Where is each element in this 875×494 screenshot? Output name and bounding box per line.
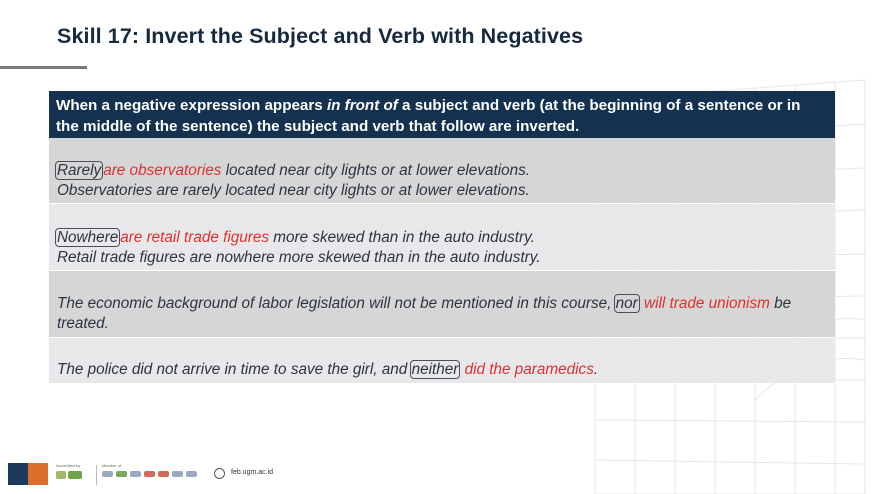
sentence-before: The police did not arrive in time to save the girl, and <box>57 361 412 378</box>
examples-table <box>49 91 835 383</box>
inverted-verb-subject: are observatories <box>103 162 222 179</box>
sentence-before: The economic background of labor legislation will not be mentioned in this course, <box>57 295 612 312</box>
rule-text-emphasis: in front of <box>326 97 398 114</box>
rule-header <box>49 91 835 138</box>
inverted-verb-subject: did the paramedics <box>464 361 594 378</box>
globe-icon <box>214 468 225 479</box>
negative-word-box: neither <box>411 361 459 378</box>
sentence-rest: more skewed than in the auto industry. <box>269 229 535 246</box>
example-row-3 <box>49 271 835 337</box>
membership-logos <box>102 471 197 477</box>
example-2-normal: Retail trade figures are nowhere more skewed than in the auto industry. <box>57 249 541 266</box>
example-row-4 <box>49 338 835 383</box>
example-1-inverted <box>57 161 827 181</box>
negative-word-box: nor <box>615 295 638 312</box>
example-1-normal: Observatories are rarely located near city lights or at lower elevations. <box>57 182 530 199</box>
rule-text-part2: a subject and verb (at the beginning of a sentence or in the middle of the sentence) the subject and verb that follow are inverted. <box>56 97 801 135</box>
inverted-verb-subject: will trade unionism <box>644 295 770 312</box>
member-label: Member of <box>102 463 122 468</box>
inverted-verb-subject: are retail trade figures <box>120 229 270 246</box>
example-row-1 <box>49 138 835 203</box>
title-underline <box>0 66 87 69</box>
website-url[interactable]: feb.ugm.ac.id <box>231 469 274 476</box>
sentence-after: be treated. <box>57 295 792 332</box>
negative-word-box: Rarely <box>57 162 102 179</box>
university-logo <box>8 463 48 485</box>
accredited-label: Accredited by <box>56 463 81 468</box>
footer-bar <box>8 463 308 489</box>
negative-word-box: Nowhere <box>57 229 119 246</box>
accreditation-logos <box>56 471 82 479</box>
page-title: Skill 17: Invert the Subject and Verb with Negatives <box>57 24 584 48</box>
sentence-rest: located near city lights or at lower elevations. <box>221 162 531 179</box>
rule-text-part1: When a negative expression appears <box>56 97 327 114</box>
footer-divider <box>96 465 97 485</box>
example-2-inverted <box>57 228 827 248</box>
sentence-after: . <box>593 361 599 378</box>
example-row-2 <box>49 204 835 270</box>
